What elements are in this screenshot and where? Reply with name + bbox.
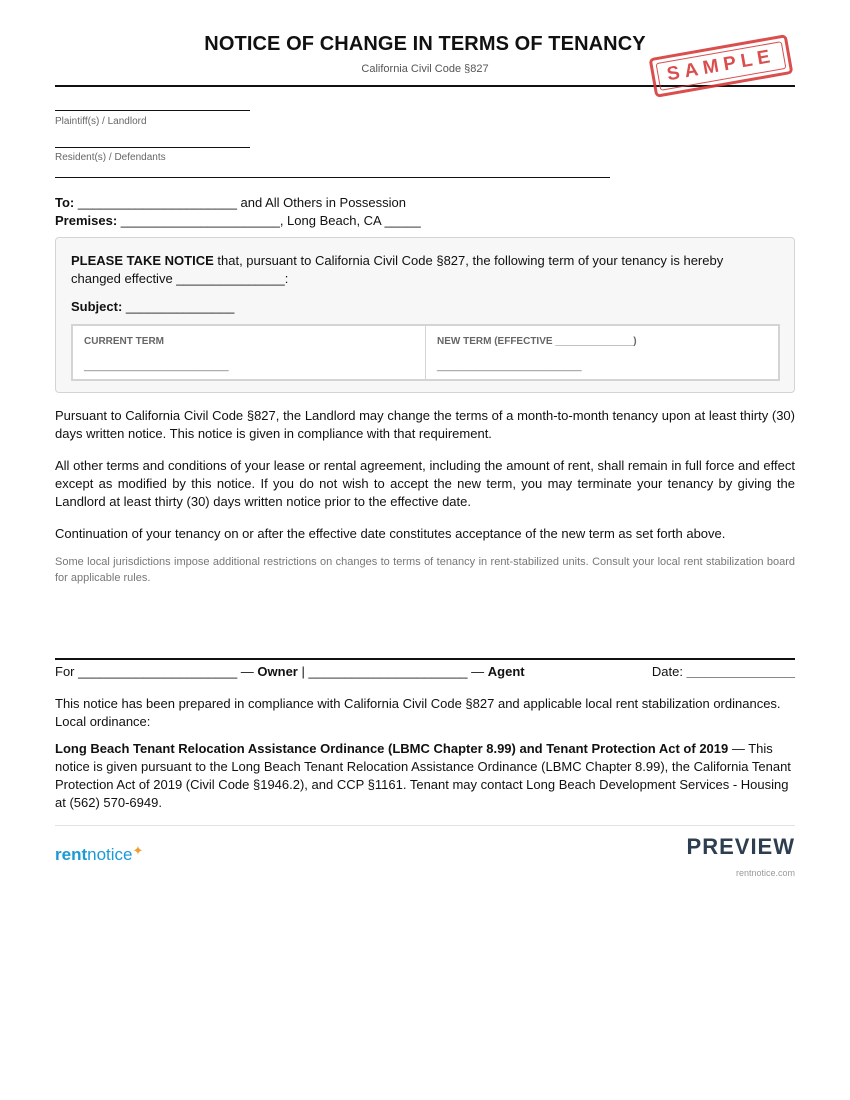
date-blank: _______________ [686,664,795,679]
paragraph-ordinance [55,740,795,812]
paragraph-statutory-basis: Pursuant to California Civil Code §827, the Landlord may change the terms of a month-to-month tenancy upon at least thirty (30) days written notice. This notice is given in compliance with that requirement. [55,408,795,441]
paragraph-local-restrictions: Some local jurisdictions impose additional restrictions on changes to terms of tenancy in rent-stabilized units. Consult your local rent stabilization board for applicable rules. [55,556,795,584]
date-label: Date: [651,664,687,679]
subject-line [71,299,234,314]
premises-label: Premises: [55,213,118,228]
paragraph-compliance: This notice has been prepared in compliance with California Civil Code §827 and applicable local rent stabilization ordinances. Local ordinance: [55,696,781,729]
notice-body: that, pursuant to California Civil Code §827, the following term of your tenancy is hereby changed effective _______________: [71,253,724,286]
notice-lead: PLEASE TAKE NOTICE [71,253,214,268]
site-url: rentnotice.com [735,868,795,878]
owner-label: Owner [257,664,298,679]
footer-divider [55,825,795,826]
new-term-blank: __________________________ [437,361,582,372]
notice-statement [71,252,771,288]
caption-divider [55,177,610,178]
current-term-cell [73,326,425,379]
sample-stamp: SAMPLE [649,34,794,98]
new-term-cell [425,326,778,379]
preview-label: PREVIEW [686,834,795,859]
current-term-blank: __________________________ [84,361,229,372]
to-label: To: [55,195,75,210]
logo-notice: notice [87,845,133,864]
paragraph-other-terms: All other terms and conditions of your lease or rental agreement, including the amount of rent, shall remain in full force and effect except as modified by this notice. If you do not wish to accept the new term, you may terminate your tenancy by giving the Landlord at least thirty (30) days written notice prior to the effective date. [55,458,795,509]
ordinance-title: Long Beach Tenant Relocation Assistance Ordinance (LBMC Chapter 8.99) and Tenant Protection Act of 2019 [55,741,729,756]
current-term-header: CURRENT TERM [84,336,164,347]
document-title: NOTICE OF CHANGE IN TERMS OF TENANCY [204,33,646,55]
subject-value: _______________ [122,299,235,314]
ordinance-text: — This notice is given pursuant to the Long Beach Tenant Relocation Assistance Ordinance (LBMC Chapter 8.99), the California Tenant Protection Act of 2019 (Civil Code §1946.2), and CCP §1161. Tenant may contact Long Beach Development Services - Housing at (562) 570-6949. [55,741,791,810]
signature-divider [55,658,795,660]
subject-label: Subject: [71,299,123,314]
plaintiff-signature-line [55,110,250,111]
to-value: ______________________ and All Others in Possession [74,195,407,210]
paragraph-continuation: Continuation of your tenancy on or after the effective date constitutes acceptance of the new term as set forth above. [55,526,726,541]
new-term-header: NEW TERM (EFFECTIVE ______________) [437,336,637,347]
rentnotice-logo [55,845,143,865]
for-blank: For ______________________ — [55,664,258,679]
premises-line [55,213,421,228]
sparkle-icon: ✦ [132,843,144,858]
agent-blank: | ______________________ — [297,664,488,679]
date-field [652,664,795,679]
notice-box [55,237,795,393]
to-line [55,195,406,210]
agent-label: Agent [487,664,525,679]
resident-label: Resident(s) / Defendants [55,152,166,163]
resident-signature-line [55,147,250,148]
signature-row [55,664,795,679]
logo-rent: rent [55,845,88,864]
plaintiff-label: Plaintiff(s) / Landlord [55,116,147,127]
document-subtitle: California Civil Code §827 [361,63,489,75]
premises-value: ______________________, Long Beach, CA _____ [117,213,421,228]
term-table [71,324,780,381]
